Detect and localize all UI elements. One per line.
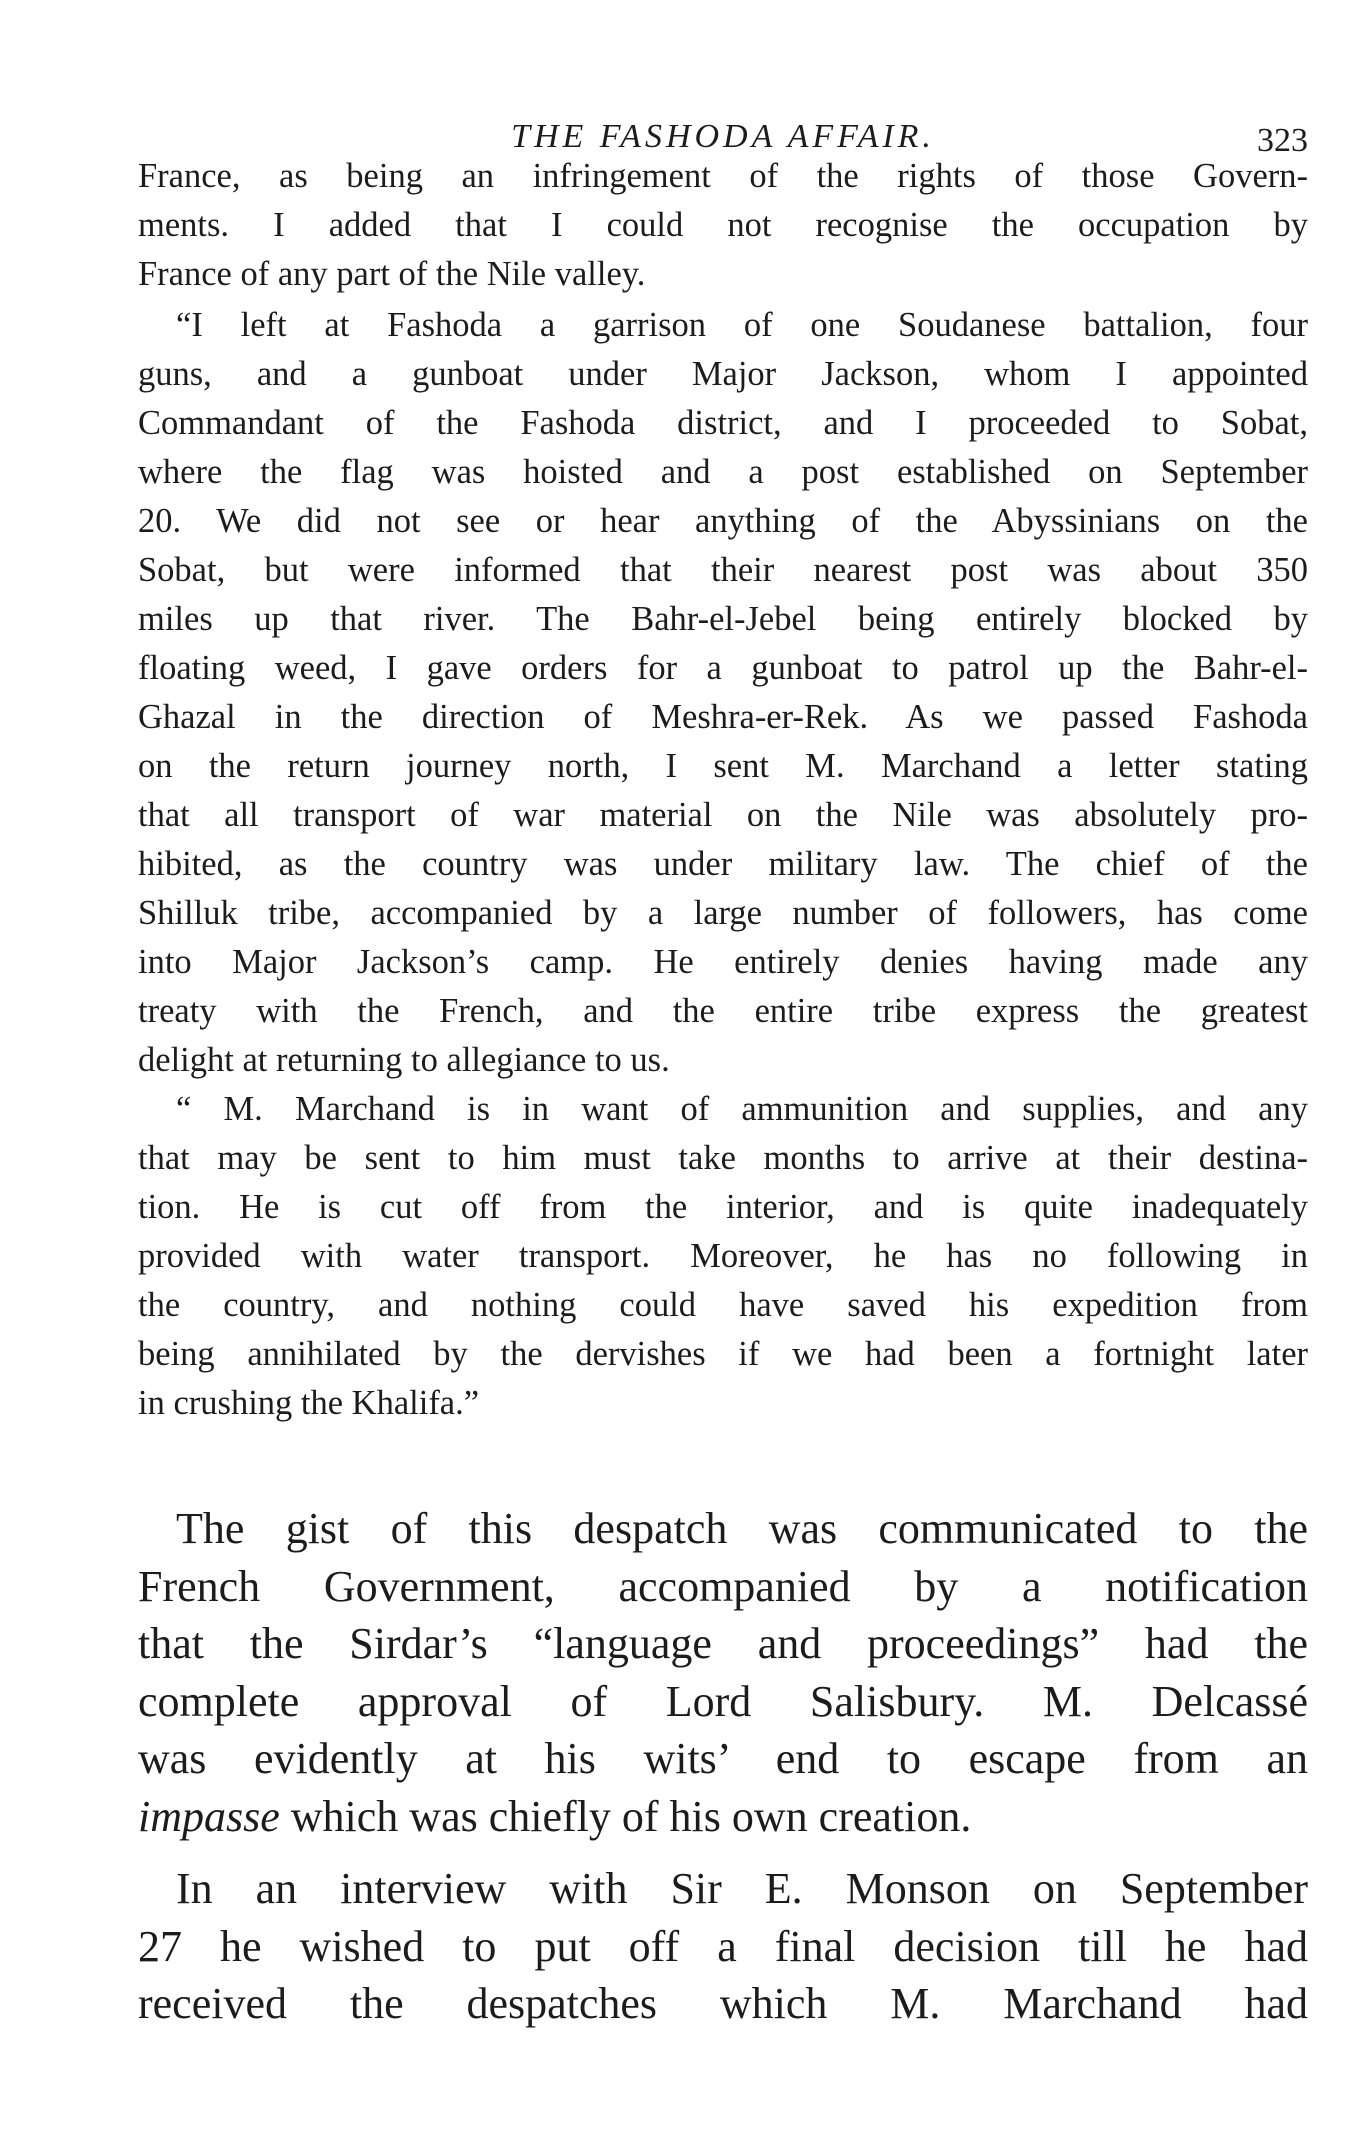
text-line: Commandant of the Fashoda district, and I proceeded to Sobat, [138, 404, 1308, 442]
text-line: In an interview with Sir E. Monson on September [176, 1864, 1308, 1913]
text-line: France of any part of the Nile valley. [138, 255, 646, 293]
text-line: treaty with the French, and the entire tribe express the greatest [138, 992, 1308, 1030]
despatch-paragraph-1 [138, 152, 1308, 299]
text-line: guns, and a gunboat under Major Jackson, whom I appointed [138, 355, 1308, 393]
text-line: Shilluk tribe, accompanied by a large number of followers, has come [138, 894, 1308, 932]
text-line: where the flag was hoisted and a post established on September [138, 453, 1308, 491]
text-line: ments. I added that I could not recognise the occupation by [138, 206, 1308, 244]
narrative-paragraph-2 [138, 1860, 1308, 2033]
text-line: being annihilated by the dervishes if we had been a fortnight later [138, 1335, 1308, 1373]
text-line: France, as being an infringement of the rights of those Govern- [138, 157, 1308, 195]
text-line: was evidently at his wits’ end to escape from an [138, 1734, 1308, 1783]
text-line: French Government, accompanied by a notification [138, 1561, 1308, 1611]
narrative-paragraph-1 [138, 1500, 1308, 1845]
text-line: in crushing the Khalifa.” [138, 1384, 480, 1422]
despatch-paragraph-2 [138, 301, 1308, 1085]
text-line: the country, and nothing could have saved his expedition from [138, 1286, 1308, 1324]
text-line: delight at returning to allegiance to us. [138, 1041, 670, 1079]
text-line: “I left at Fashoda a garrison of one Soudanese battalion, four [176, 306, 1308, 344]
text-line: complete approval of Lord Salisbury. M. Delcassé [138, 1676, 1308, 1726]
text-line: Ghazal in the direction of Meshra-er-Rek. As we passed Fashoda [138, 698, 1308, 736]
despatch-paragraph-3 [138, 1085, 1308, 1428]
text-line: that may be sent to him must take months to arrive at their destina- [138, 1139, 1308, 1177]
text-line: into Major Jackson’s camp. He entirely denies having made any [138, 943, 1308, 981]
text-line: Sobat, but were informed that their nearest post was about 350 [138, 551, 1308, 589]
text-line: 20. We did not see or hear anything of the Abyssinians on the [138, 502, 1308, 540]
text-line: The gist of this despatch was communicated to the [176, 1504, 1308, 1553]
text-line: on the return journey north, I sent M. Marchand a letter stating [138, 747, 1308, 785]
text-run: which was chiefly of his own creation. [279, 1791, 972, 1841]
text-line: floating weed, I gave orders for a gunboat to patrol up the Bahr-el- [138, 649, 1308, 687]
text-line: 27 he wished to put off a final decision till he had [138, 1921, 1308, 1971]
text-line: miles up that river. The Bahr-el-Jebel being entirely blocked by [138, 600, 1308, 638]
text-line: that the Sirdar’s “language and proceedings” had the [138, 1619, 1308, 1668]
text-line: that all transport of war material on the Nile was absolutely pro- [138, 796, 1308, 834]
italic-term: impasse [138, 1791, 280, 1841]
text-line: tion. He is cut off from the interior, and is quite inadequately [138, 1188, 1308, 1226]
text-line: received the despatches which M. Marchand had [138, 1979, 1308, 2028]
page-number: 323 [1257, 122, 1308, 159]
text-line [138, 1788, 1308, 1846]
text-line: provided with water transport. Moreover, he has no following in [138, 1237, 1308, 1275]
running-title: THE FASHODA AFFAIR. [511, 118, 935, 155]
text-line: “ M. Marchand is in want of ammunition and supplies, and any [176, 1090, 1308, 1128]
text-line: hibited, as the country was under military law. The chief of the [138, 845, 1308, 883]
